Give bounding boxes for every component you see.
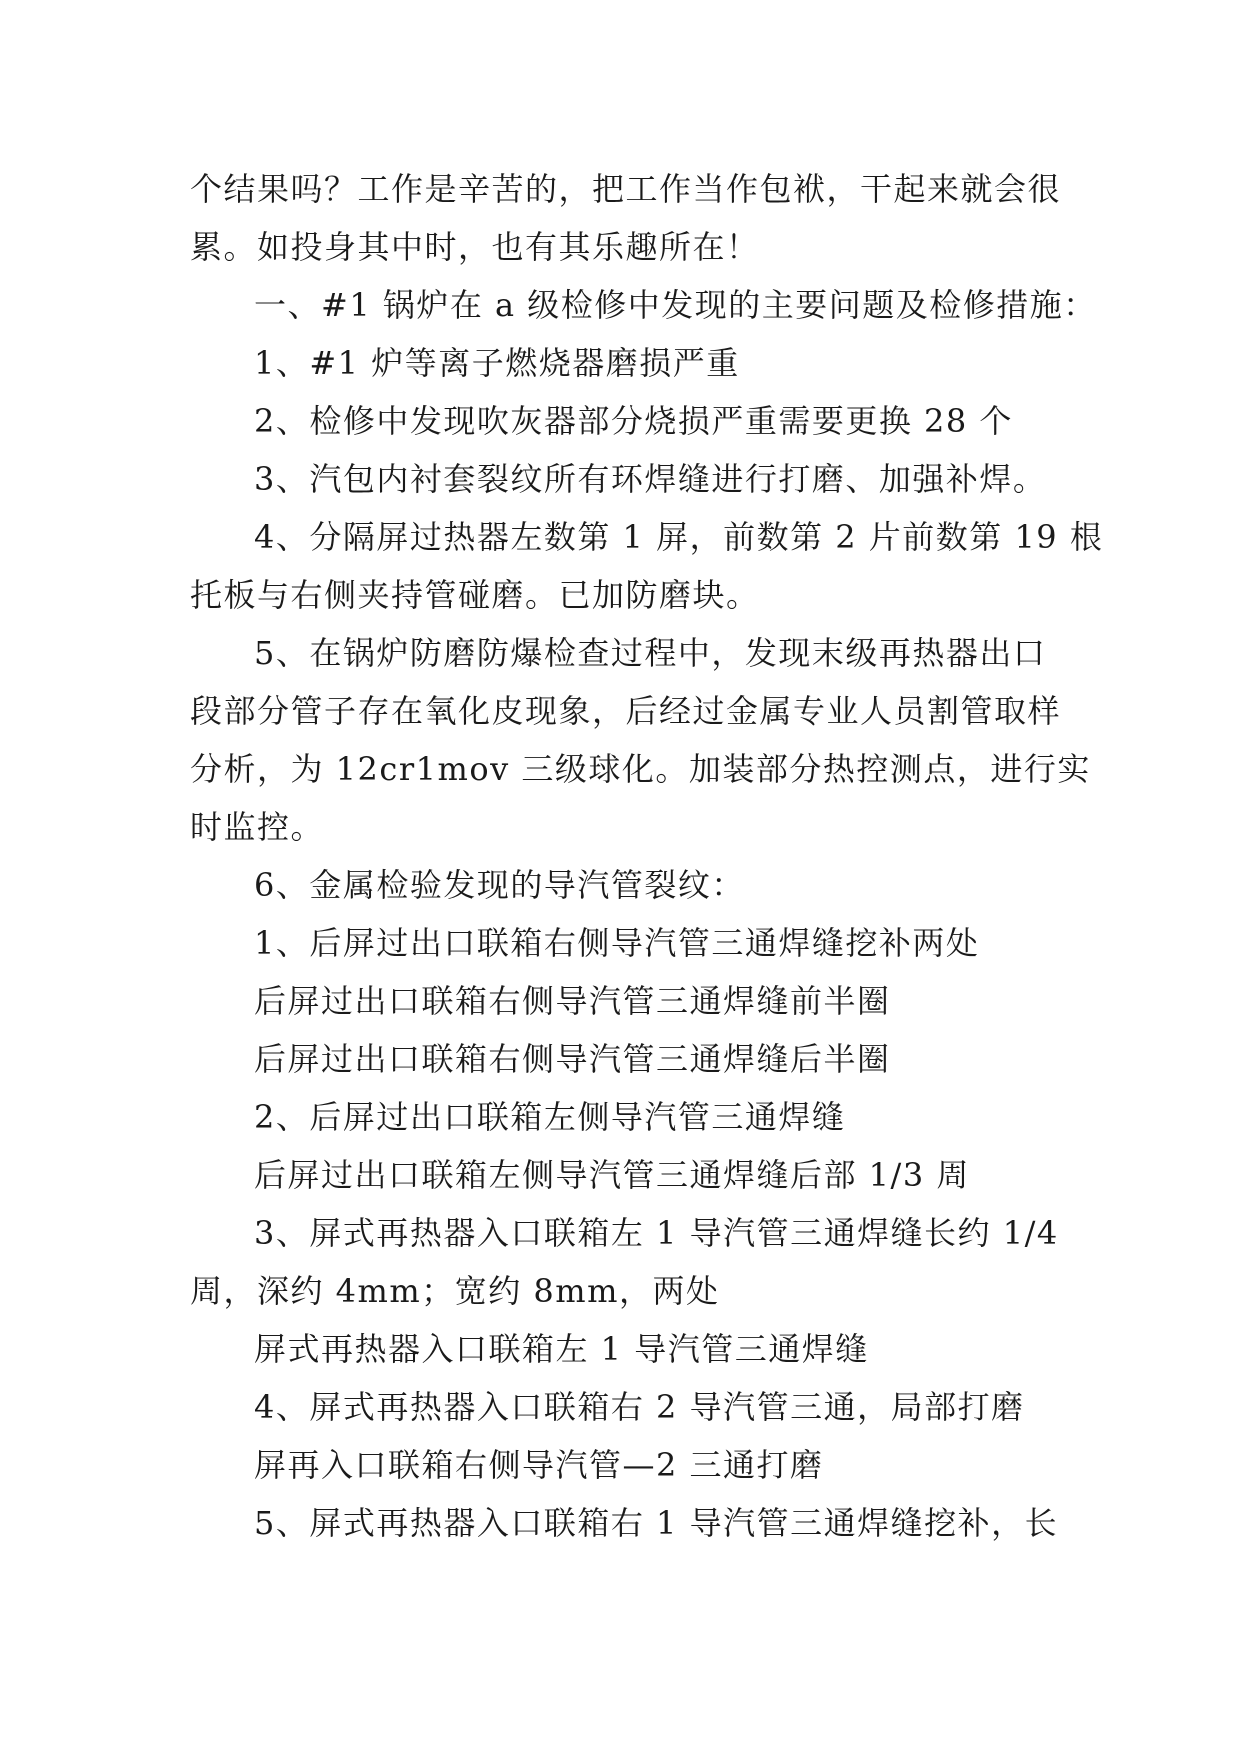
list-item: 2、后屏过出口联箱左侧导汽管三通焊缝: [254, 1098, 846, 1136]
text-line: 段部分管子存在氧化皮现象，后经过金属专业人员割管取样: [190, 692, 1062, 730]
list-item: 5、屏式再热器入口联箱右 1 导汽管三通焊缝挖补，长: [254, 1504, 1059, 1542]
list-item: 6、金属检验发现的导汽管裂纹：: [254, 866, 745, 904]
list-item: 3、屏式再热器入口联箱左 1 导汽管三通焊缝长约 1/4: [254, 1214, 1059, 1252]
text-line: 屏再入口联箱右侧导汽管—2 三通打磨: [254, 1446, 824, 1484]
text-line: 托板与右侧夹持管碰磨。已加防磨块。: [190, 576, 760, 614]
list-item: 3、汽包内衬套裂纹所有环焊缝进行打磨、加强补焊。: [254, 460, 1047, 498]
text-line: 屏式再热器入口联箱左 1 导汽管三通焊缝: [254, 1330, 869, 1368]
list-item: 4、屏式再热器入口联箱右 2 导汽管三通，局部打磨: [254, 1388, 1025, 1426]
section-heading: 一、#1 锅炉在 a 级检修中发现的主要问题及检修措施：: [254, 286, 1097, 324]
text-line: 后屏过出口联箱左侧导汽管三通焊缝后部 1/3 周: [254, 1156, 970, 1194]
list-item: 1、#1 炉等离子燃烧器磨损严重: [254, 344, 740, 382]
text-line: 后屏过出口联箱右侧导汽管三通焊缝前半圈: [254, 982, 891, 1020]
text-line: 分析，为 12cr1mov 三级球化。加装部分热控测点，进行实: [190, 750, 1091, 788]
document-body: [190, 160, 1104, 1552]
list-item: 1、后屏过出口联箱右侧导汽管三通焊缝挖补两处: [254, 924, 980, 962]
text-line: 后屏过出口联箱右侧导汽管三通焊缝后半圈: [254, 1040, 891, 1078]
text-line: 时监控。: [190, 808, 325, 846]
list-item: 4、分隔屏过热器左数第 1 屏，前数第 2 片前数第 19 根: [254, 518, 1104, 556]
text-line: 周，深约 4mm；宽约 8mm，两处: [190, 1272, 720, 1310]
text-line: 个结果吗？工作是辛苦的，把工作当作包袱，干起来就会很: [190, 170, 1062, 208]
list-item: 2、检修中发现吹灰器部分烧损严重需要更换 28 个: [254, 402, 1013, 440]
list-item: 5、在锅炉防磨防爆检查过程中，发现末级再热器出口: [254, 634, 1047, 672]
text-line: 累。如投身其中时，也有其乐趣所在！: [190, 228, 760, 266]
